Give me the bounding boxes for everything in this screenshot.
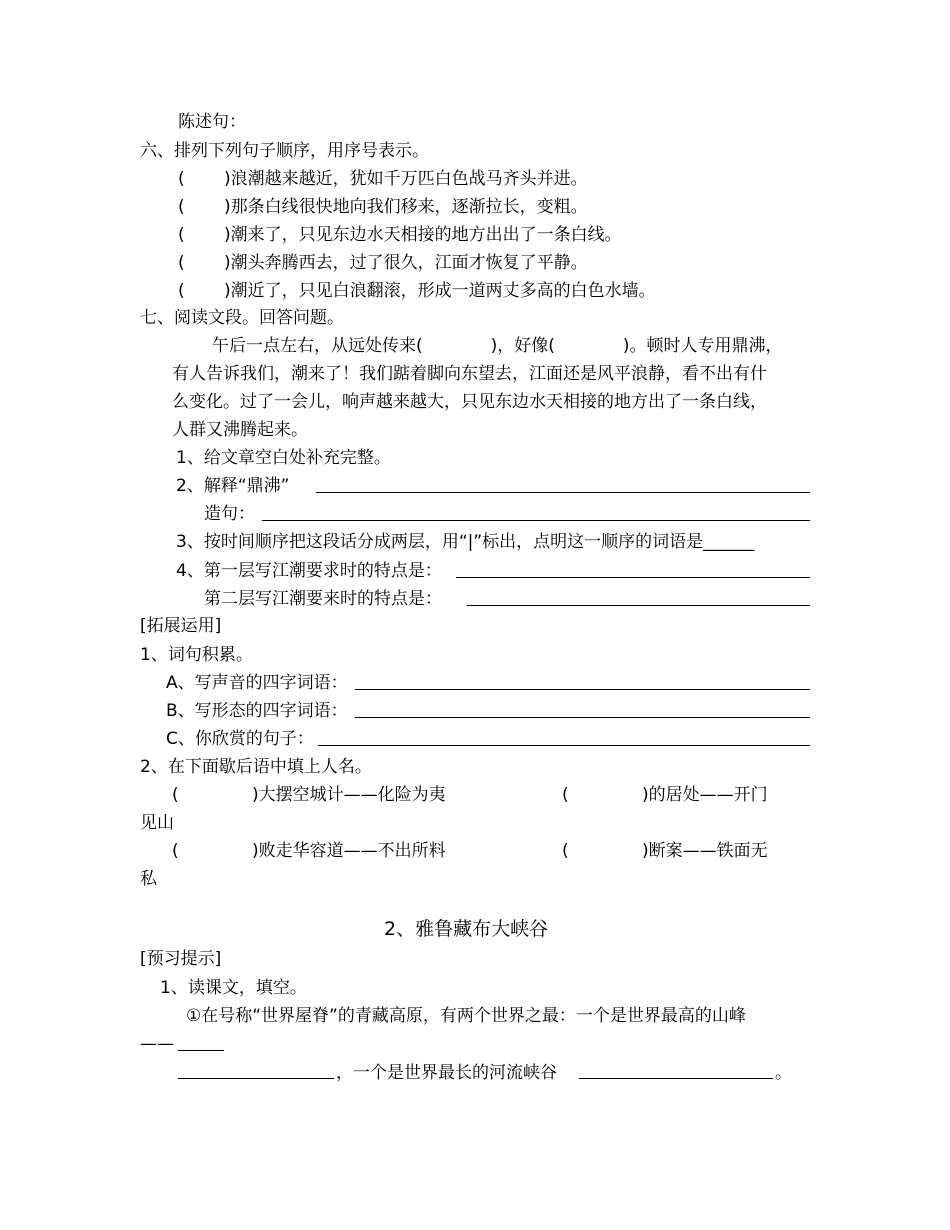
xiehouyu-item: ( )断案——铁面无 xyxy=(562,841,768,861)
lesson-title: 2、雅鲁藏布大峡谷 xyxy=(384,918,549,940)
answer-line[interactable] xyxy=(456,577,810,578)
heading-seven: 七、阅读文段。回答问题。 xyxy=(140,308,344,328)
extension-a: A、写声音的四字词语： xyxy=(166,673,348,693)
question-1: 1、给文章空白处补充完整。 xyxy=(176,448,391,468)
answer-line[interactable] xyxy=(262,520,810,521)
fill-line-1: ①在号称“世界屋脊”的青藏高原，有两个世界之最：一个是世界最高的山峰 xyxy=(186,1006,746,1026)
xiehouyu-wrap: 见山 xyxy=(140,813,174,833)
extension-2: 2、在下面歇后语中填上人名。 xyxy=(140,757,372,777)
passage-line: 午后一点左右，从远处传来( )，好像( )。顿时人专用鼎沸， xyxy=(212,336,783,356)
extension-1: 1、词句积累。 xyxy=(140,645,253,665)
fill-line-2: ，一个是世界最长的河流峡谷 xyxy=(336,1063,557,1083)
preview-question-1: 1、读课文，填空。 xyxy=(160,978,307,998)
question-2-sentence: 造句： xyxy=(204,504,255,524)
extension-heading: [拓展运用] xyxy=(140,616,222,636)
answer-line[interactable] xyxy=(178,1050,224,1051)
heading-six: 六、排列下列句子顺序，用序号表示。 xyxy=(140,141,429,161)
fill-line-1-dash: —— xyxy=(140,1034,174,1054)
order-item: ( )潮近了，只见白浪翻滚，形成一道两丈多高的白色水墙。 xyxy=(178,281,656,301)
answer-line[interactable] xyxy=(318,745,810,746)
extension-b: B、写形态的四字词语： xyxy=(166,701,348,721)
fill-line-2-end: 。 xyxy=(775,1063,792,1083)
passage-line: 人群又沸腾起来。 xyxy=(172,420,308,440)
answer-line[interactable] xyxy=(355,689,810,690)
answer-line[interactable] xyxy=(467,605,810,606)
passage-line: 有人告诉我们，潮来了！我们踮着脚向东望去，江面还是风平浪静，看不出有什 xyxy=(172,364,767,384)
question-4: 4、第一层写江潮要求时的特点是： xyxy=(176,561,442,581)
answer-line[interactable] xyxy=(316,492,810,493)
xiehouyu-item: ( )大摆空城计——化险为夷 xyxy=(172,785,446,805)
statement-label: 陈述句： xyxy=(178,112,246,132)
order-item: ( )浪潮越来越近，犹如千万匹白色战马齐头并进。 xyxy=(178,169,588,189)
extension-c: C、你欣赏的句子： xyxy=(166,729,314,749)
xiehouyu-wrap: 私 xyxy=(140,869,157,889)
answer-line[interactable] xyxy=(579,1078,773,1079)
answer-line[interactable] xyxy=(178,1078,334,1079)
order-item: ( )潮头奔腾西去，过了很久，江面才恢复了平静。 xyxy=(178,253,588,273)
question-3: 3、按时间顺序把这段话分成两层，用“|”标出，点明这一顺序的词语是______ xyxy=(176,532,755,552)
question-4-second: 第二层写江潮要来时的特点是： xyxy=(204,589,442,609)
question-2: 2、解释“鼎沸” xyxy=(176,476,290,496)
preview-heading: [预习提示] xyxy=(140,949,222,969)
order-item: ( )潮来了，只见东边水天相接的地方出出了一条白线。 xyxy=(178,225,622,245)
order-item: ( )那条白线很快地向我们移来，逐渐拉长，变粗。 xyxy=(178,197,588,217)
xiehouyu-item: ( )的居处——开门 xyxy=(562,785,768,805)
passage-line: 么变化。过了一会儿，响声越来越大，只见东边水天相接的地方出了一条白线， xyxy=(172,392,767,412)
xiehouyu-item: ( )败走华容道——不出所料 xyxy=(172,841,446,861)
answer-line[interactable] xyxy=(355,717,810,718)
